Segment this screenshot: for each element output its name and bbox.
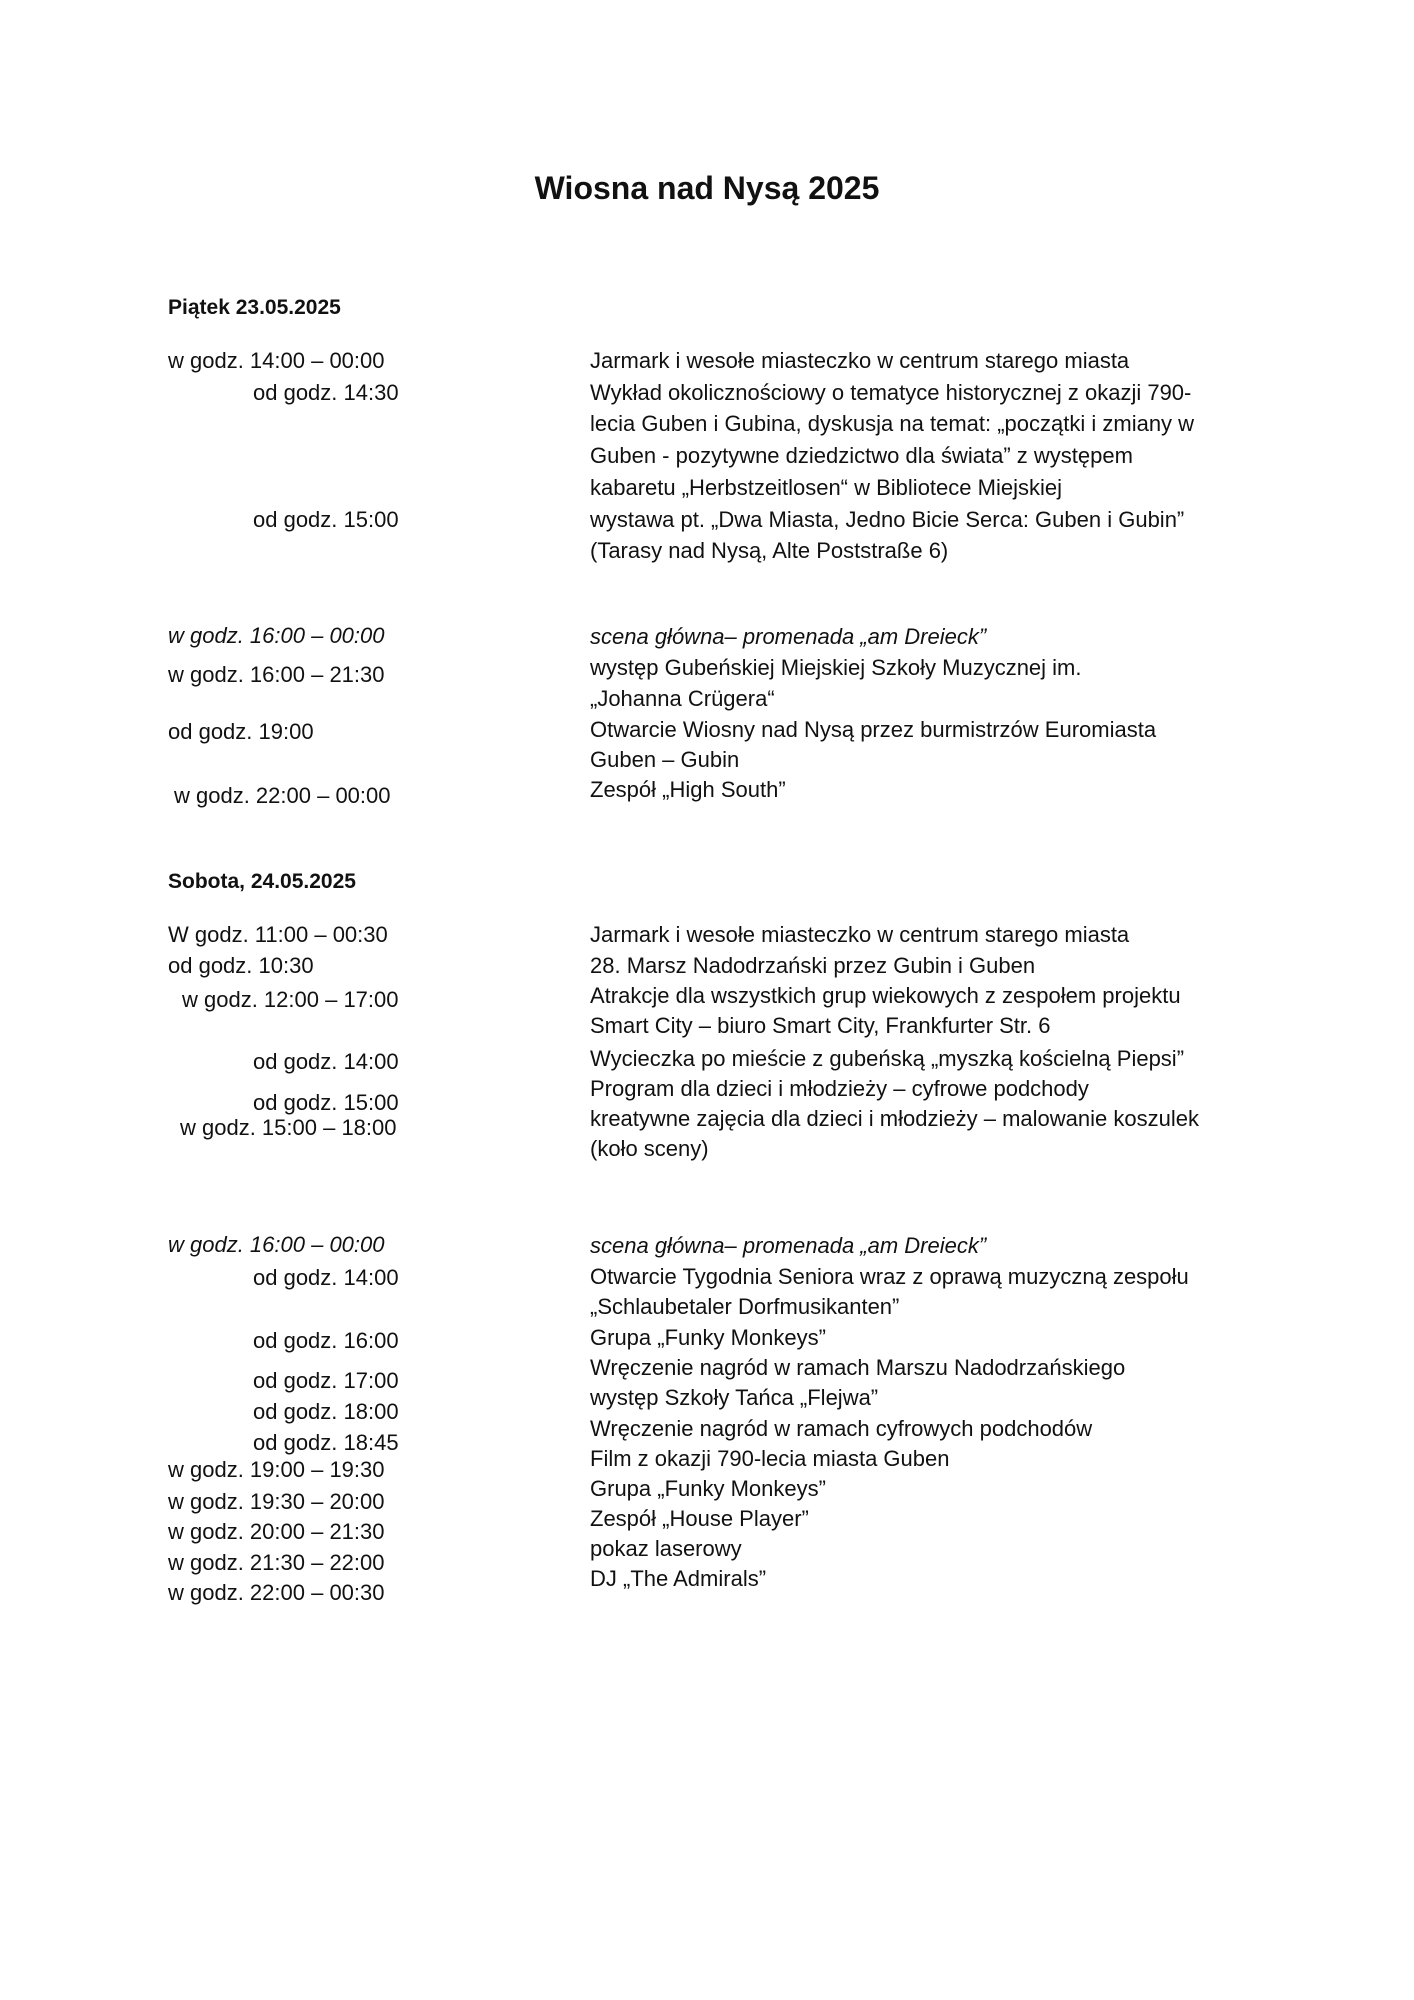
event-description: Guben - pozytywne dziedzictwo dla świata” z występem	[590, 443, 1133, 468]
time-label: w godz. 16:00 – 00:00	[168, 1232, 385, 1257]
event-description: Program dla dzieci i młodzieży – cyfrowe podchody	[590, 1076, 1089, 1101]
time-label: w godz. 20:00 – 21:30	[168, 1519, 385, 1544]
time-label: od godz. 14:00	[253, 1049, 399, 1074]
time-label: W godz. 11:00 – 00:30	[168, 922, 388, 947]
event-description: kreatywne zajęcia dla dzieci i młodzieży – malowanie koszulek	[590, 1106, 1199, 1131]
event-description: Wręczenie nagród w ramach cyfrowych podchodów	[590, 1416, 1093, 1441]
time-label: w godz. 14:00 – 00:00	[168, 348, 385, 373]
event-description: występ Gubeńskiej Miejskiej Szkoły Muzycznej im.	[590, 655, 1082, 680]
event-description: Wykład okolicznościowy o tematyce historycznej z okazji 790-	[590, 380, 1192, 405]
time-label: w godz. 12:00 – 17:00	[182, 987, 399, 1012]
event-description: Jarmark i wesołe miasteczko w centrum starego miasta	[590, 922, 1130, 947]
time-label: od godz. 19:00	[168, 719, 314, 744]
event-description: Smart City – biuro Smart City, Frankfurter Str. 6	[590, 1013, 1051, 1038]
event-description: występ Szkoły Tańca „Flejwa”	[590, 1385, 879, 1410]
event-description: (Tarasy nad Nysą, Alte Poststraße 6)	[590, 538, 949, 563]
time-label: w godz. 22:00 – 00:30	[168, 1580, 385, 1605]
time-label: w godz. 16:00 – 00:00	[168, 623, 385, 648]
event-description: scena główna– promenada „am Dreieck”	[590, 1233, 987, 1258]
event-description: „Johanna Crügera“	[590, 686, 775, 711]
event-description: Jarmark i wesołe miasteczko w centrum starego miasta	[590, 348, 1130, 373]
event-description: Otwarcie Tygodnia Seniora wraz z oprawą muzyczną zespołu	[590, 1264, 1189, 1289]
time-label: w godz. 15:00 – 18:00	[180, 1115, 397, 1140]
time-label: w godz. 16:00 – 21:30	[168, 662, 385, 687]
time-label: od godz. 17:00	[253, 1368, 399, 1393]
time-label: od godz. 15:00	[253, 1090, 399, 1115]
time-label: od godz. 10:30	[168, 953, 314, 978]
time-label: od godz. 15:00	[253, 507, 399, 532]
event-description: Zespół „House Player”	[590, 1506, 809, 1531]
day-heading-saturday: Sobota, 24.05.2025	[168, 870, 356, 893]
time-label: w godz. 22:00 – 00:00	[174, 783, 391, 808]
event-description: lecia Guben i Gubina, dyskusja na temat: „początki i zmiany w	[590, 411, 1195, 436]
time-label: od godz. 14:30	[253, 380, 399, 405]
event-description: wystawa pt. „Dwa Miasta, Jedno Bicie Serca: Guben i Gubin”	[590, 507, 1185, 532]
event-description: Guben – Gubin	[590, 747, 740, 772]
event-description: Grupa „Funky Monkeys”	[590, 1476, 826, 1501]
time-label: w godz. 19:00 – 19:30	[168, 1457, 385, 1482]
day-heading-friday: Piątek 23.05.2025	[168, 296, 341, 319]
document-title: Wiosna nad Nysą 2025	[534, 170, 880, 206]
event-description: (koło sceny)	[590, 1136, 709, 1161]
time-label: w godz. 19:30 – 20:00	[168, 1489, 385, 1514]
event-description: Wycieczka po mieście z gubeńską „myszką kościelną Piepsi”	[590, 1046, 1185, 1071]
event-description: pokaz laserowy	[590, 1536, 742, 1561]
time-label: od godz. 18:00	[253, 1399, 399, 1424]
event-description: scena główna– promenada „am Dreieck”	[590, 624, 987, 649]
time-label: od godz. 18:45	[253, 1430, 399, 1455]
event-description: „Schlaubetaler Dorfmusikanten”	[590, 1294, 900, 1319]
event-description: Film z okazji 790-lecia miasta Guben	[590, 1446, 950, 1471]
event-description: Wręczenie nagród w ramach Marszu Nadodrzańskiego	[590, 1355, 1126, 1380]
time-label: od godz. 14:00	[253, 1265, 399, 1290]
event-description: kabaretu „Herbstzeitlosen“ w Bibliotece Miejskiej	[590, 475, 1062, 500]
event-description: 28. Marsz Nadodrzański przez Gubin i Guben	[590, 953, 1036, 978]
time-label: w godz. 21:30 – 22:00	[168, 1550, 385, 1575]
event-description: DJ „The Admirals”	[590, 1566, 767, 1591]
event-description: Zespół „High South”	[590, 777, 786, 802]
event-description: Grupa „Funky Monkeys”	[590, 1325, 826, 1350]
event-description: Otwarcie Wiosny nad Nysą przez burmistrzów Euromiasta	[590, 717, 1157, 742]
event-description: Atrakcje dla wszystkich grup wiekowych z zespołem projektu	[590, 983, 1181, 1008]
time-label: od godz. 16:00	[253, 1328, 399, 1353]
